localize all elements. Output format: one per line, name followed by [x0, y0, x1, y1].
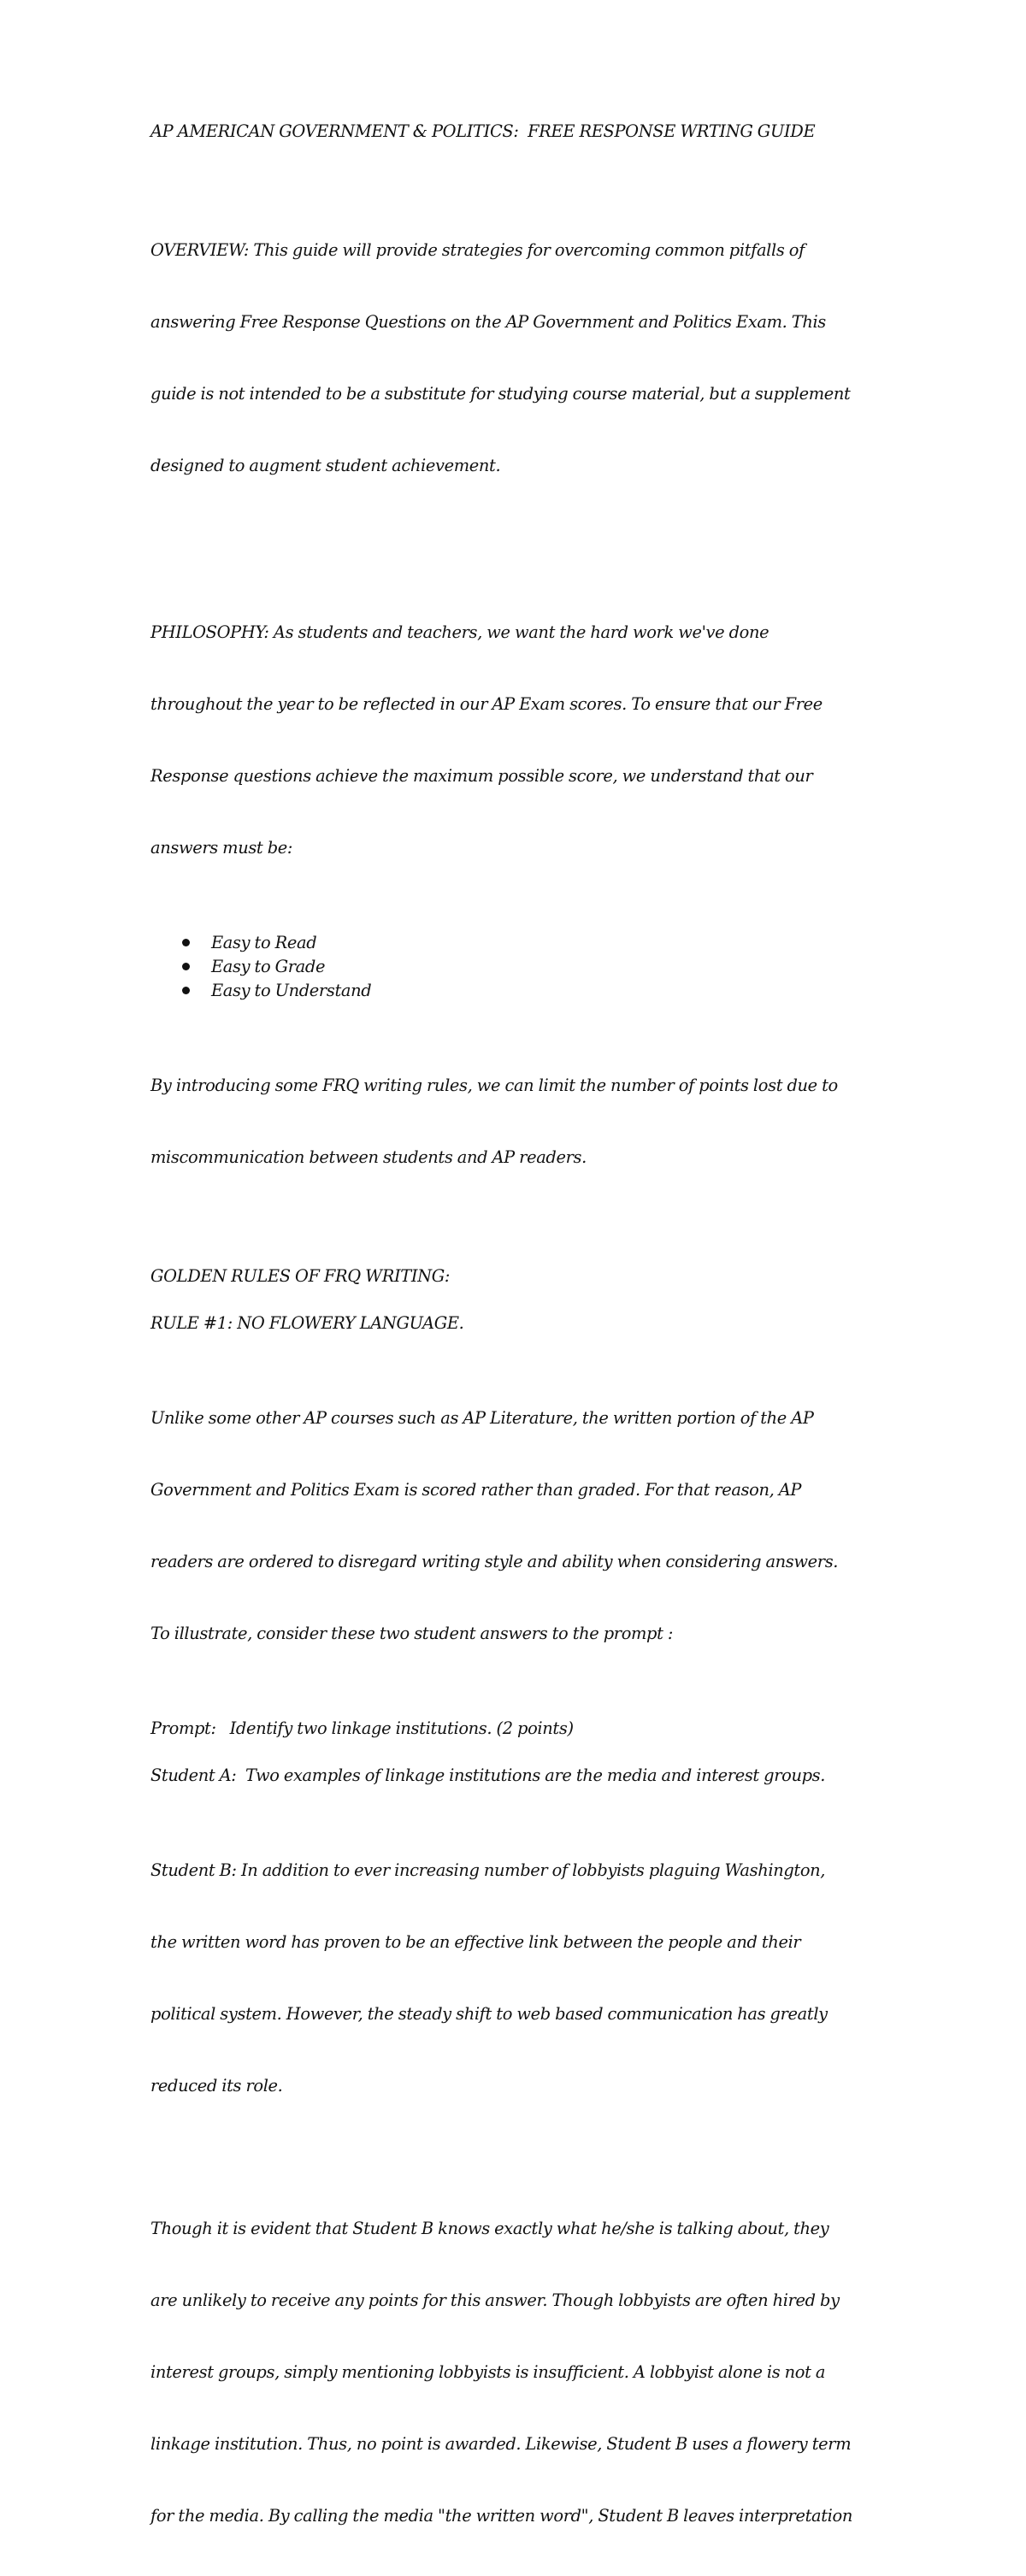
student-b-line: reduced its role. — [150, 2076, 283, 2096]
frq-intro-line: miscommunication between students and AP readers. — [150, 1147, 587, 1167]
list-item — [150, 955, 877, 979]
analysis-line: for the media. By calling the media "the written word", Student B leaves interpretation — [150, 2506, 853, 2526]
philosophy-line: answers must be: — [150, 838, 293, 858]
frq-intro-line: By introducing some FRQ writing rules, we can limit the number of points lost due to — [150, 1076, 838, 1095]
philosophy-line: Response questions achieve the maximum possible score, we understand that our — [150, 766, 813, 786]
document-body — [150, 120, 877, 2576]
rule1-heading: RULE #1: NO FLOWERY LANGUAGE. — [150, 1313, 464, 1333]
student-b-line: political system. However, the steady shift to web based communication has greatly — [150, 2004, 828, 2024]
overview-paragraph — [150, 191, 877, 526]
rule1-paragraph — [150, 1359, 877, 1694]
analysis-line: Though it is evident that Student B knows exactly what he/she is talking about, they — [150, 2219, 829, 2238]
list-item-text: Easy to Understand — [211, 981, 372, 1000]
analysis-line: are unlikely to receive any points for this answer. Though lobbyists are often hired by — [150, 2290, 840, 2310]
overview-line: OVERVIEW: This guide will provide strategies for overcoming common pitfalls of — [150, 240, 805, 260]
overview-line: designed to augment student achievement. — [150, 456, 501, 475]
overview-line: guide is not intended to be a substitute for studying course material, but a supplement — [150, 384, 851, 404]
list-item — [150, 931, 877, 955]
bullet-icon — [182, 963, 190, 970]
student-b-line: Student B: In addition to ever increasing number of lobbyists plaguing Washington, — [150, 1860, 826, 1880]
overview-line: answering Free Response Questions on the AP Government and Politics Exam. This — [150, 312, 826, 332]
golden-rules-heading: GOLDEN RULES OF FRQ WRITING: — [150, 1266, 451, 1286]
student-a-answer: Student A: Two examples of linkage institutions are the media and interest groups. — [150, 1765, 826, 1785]
student-b-paragraph — [150, 1811, 877, 2146]
document-title: AP AMERICAN GOVERNMENT & POLITICS: FREE RESPONSE WRTING GUIDE — [150, 121, 816, 141]
prompt-line: Prompt: Identify two linkage institutions. (2 points) — [150, 1718, 574, 1738]
answer-qualities-list — [150, 931, 877, 1003]
analysis-line: interest groups, simply mentioning lobbyists is insufficient. A lobbyist alone is not a — [150, 2362, 826, 2382]
student-b-line: the written word has proven to be an effective link between the people and their — [150, 1932, 801, 1952]
rule1-line: To illustrate, consider these two student answers to the prompt : — [150, 1624, 674, 1643]
bullet-icon — [182, 987, 190, 994]
philosophy-line: throughout the year to be reflected in our AP Exam scores. To ensure that our Free — [150, 694, 823, 714]
philosophy-paragraph — [150, 573, 877, 908]
list-item-text: Easy to Read — [211, 933, 317, 952]
frq-intro-paragraph — [150, 1026, 877, 1217]
analysis-paragraph — [150, 2169, 877, 2576]
bullet-icon — [182, 939, 190, 946]
rule1-line: readers are ordered to disregard writing style and ability when considering answers. — [150, 1552, 839, 1571]
list-item — [150, 979, 877, 1003]
list-item-text: Easy to Grade — [211, 957, 326, 976]
analysis-line: linkage institution. Thus, no point is awarded. Likewise, Student B uses a flowery term — [150, 2434, 852, 2454]
rule1-line: Unlike some other AP courses such as AP Literature, the written portion of the AP — [150, 1408, 814, 1428]
rule1-line: Government and Politics Exam is scored rather than graded. For that reason, AP — [150, 1480, 802, 1500]
philosophy-line: PHILOSOPHY: As students and teachers, we want the hard work we've done — [150, 622, 770, 642]
